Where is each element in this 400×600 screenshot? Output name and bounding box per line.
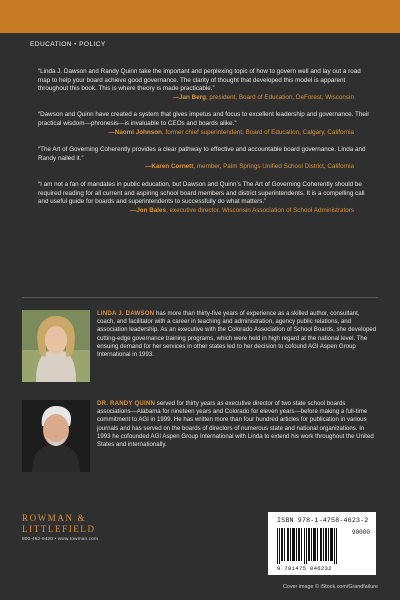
barcode-box	[268, 512, 376, 575]
barcode-number: 9 781475 846232	[277, 565, 332, 572]
endorsement-quote: “I am not a fan of mandates in public education, but Dawson and Quinn’s The Art of Governing Coherently should be required reading for all current and aspiring school board members and district superintendents. It is a compelling call and useful guide for boards and superintendents to successfully do what matters.”	[38, 180, 365, 206]
isbn-label: ISBN 978-1-4758-4623-2	[277, 517, 369, 524]
publisher-name-line2: LITTLEFIELD	[22, 524, 96, 534]
endorsement-attribution	[38, 94, 374, 103]
category-label: EDUCATION • POLICY	[30, 41, 106, 48]
top-color-band	[0, 0, 400, 33]
author-bio-text: served for thirty years as executive director of two state school boards associations—Alabama for nineteen years and Colorado for eleven years—before making a full-time commitment to AGI in 1999. He has written more than four hundred articles for publication in various journals and has served on the boards of directors of numerous state and national organizations. In 1993 he cofounded AGI Aspen Group International with Linda to extend his work throughout the United States and internationally.	[97, 400, 374, 449]
cover-image-credit: Cover image © iStock.com/Grandfailure	[282, 584, 378, 590]
endorser-title: , member, Palm Springs Unified School District, California	[193, 163, 354, 171]
author-photo-linda	[22, 310, 90, 382]
endorsement-attribution	[38, 207, 374, 216]
author-bio-text: has more than thirty-five years of experience as a skilled author, consultant, coach, and facilitator with a career in teaching and administration, agency public relations, and association leadership. As an executive with the Colorado Association of School Boards, she developed cutting-edge governance training programs, which were held in high regard at the national level. The ensuing demand for her services in other states led to her decision to cofound AGI Aspen Group International in 1993.	[97, 310, 377, 359]
publisher-contact: 800-462-6420 • www.rowman.com	[22, 537, 99, 542]
endorser-title: , president, Board of Education, DeForest, Wisconsin	[205, 93, 354, 101]
endorsement	[38, 181, 374, 215]
endorsement-attribution	[38, 163, 374, 172]
publisher-logo	[22, 513, 122, 542]
endorsement	[38, 146, 374, 172]
section-divider	[22, 297, 378, 298]
endorsement-quote: “Linda J. Dawson and Randy Quinn take the important and perplexing topic of how to govern well and lay out a road map to help your board achieve good governance. The clarity of thought that developed this model is apparent throughout this book. This is where theory is made practicable.”	[38, 68, 361, 93]
author-photo-randy	[22, 400, 90, 472]
endorsement	[38, 111, 374, 137]
author-name: DR. RANDY QUINN	[97, 400, 156, 407]
author-name: LINDA J. DAWSON	[97, 310, 155, 317]
endorser-name: —Karen Cornett	[145, 163, 194, 171]
endorser-name: —Jan Berg	[172, 93, 206, 101]
author-bio-randy	[97, 400, 378, 449]
endorsement	[38, 68, 374, 102]
price-code: 90000	[351, 529, 370, 536]
barcode-bars	[277, 528, 339, 564]
endorser-name: —Naomi Johnson	[108, 128, 162, 136]
endorsement-quote: “The Art of Governing Coherently provides a clear pathway to effective and accountable board governance. Linda and Randy nailed it.”	[38, 146, 366, 162]
endorser-title: , former chief superintendent, Board of Education, Calgary, California	[161, 128, 354, 136]
endorsement-attribution	[38, 129, 374, 138]
author-bio-linda	[97, 310, 378, 359]
endorsement-quote: “Dawson and Quinn have created a system that gives impetus and focus to excellent leadership and governance. Their practical wisdom—phronesis—is invaluable to CEOs and boards alike.”	[38, 111, 370, 127]
endorser-title: , executive director, Wisconsin Association of School Administrators	[166, 206, 354, 214]
endorser-name: —Jon Bales	[130, 206, 167, 214]
endorsements-section	[38, 68, 374, 224]
publisher-name-line1: ROWMAN &	[22, 513, 87, 523]
